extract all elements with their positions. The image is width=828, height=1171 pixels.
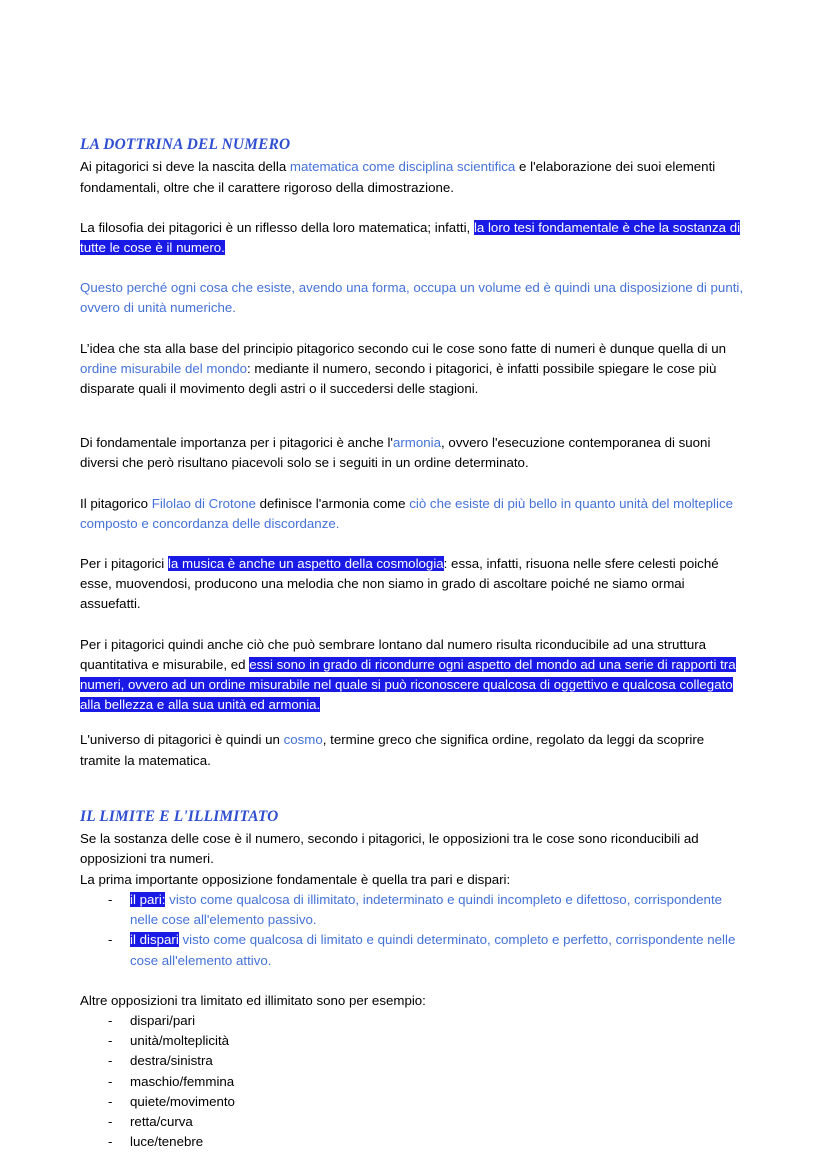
paragraph-10 <box>80 829 745 869</box>
list-item <box>80 930 745 970</box>
spacer <box>80 534 745 554</box>
text-run-selection-highlight: il pari: <box>130 891 166 907</box>
spacer <box>80 474 745 494</box>
spacer <box>80 319 745 339</box>
spacer <box>80 971 745 991</box>
list-dash: - <box>108 1053 113 1069</box>
list-item <box>80 890 745 930</box>
text-run: Per i pitagorici quindi anche ciò che può sembrare lontano dal numero risulta riconducibile ad una struttura quantitativa e misurabile, ed <box>80 636 707 672</box>
list-dash: - <box>108 1134 113 1150</box>
text-run: e l'elaborazione dei suoi elementi fondamentali, oltre che il carattere rigoroso della dimostrazione. <box>80 159 716 195</box>
text-run-blue: visto come qualcosa di limitato e quindi determinato, completo e perfetto, corrispondente nelle cose all'elemento attivo. <box>130 932 736 968</box>
text-run-blue: armonia <box>392 435 442 451</box>
text-run: Di fondamentale importanza per i pitagorici è anche l' <box>80 435 393 451</box>
paragraph-4 <box>80 339 745 400</box>
list-dash: - <box>108 1113 113 1129</box>
paragraph-5 <box>80 433 745 473</box>
spacer <box>80 258 745 278</box>
text-run-highlighted-blue: matematica come disciplina scientifica <box>289 159 516 175</box>
text-run: , ovvero l'esecuzione contemporanea di suoni diversi che però risultano piacevoli solo se i seguiti in un ordine determinato. <box>80 435 711 471</box>
paragraph-7 <box>80 554 745 615</box>
text-run-selection-highlight: la musica è anche un aspetto della cosmologia <box>167 556 444 572</box>
list-item <box>80 1072 745 1092</box>
paragraph-intro-altre-opposizioni: Altre opposizioni tra limitato ed illimitato sono per esempio: <box>80 992 426 1008</box>
text-run-selection-highlight: il dispari <box>130 932 179 948</box>
list-item-label: unità/molteplicità <box>130 1033 230 1049</box>
spacer <box>80 615 745 635</box>
text-run: La filosofia dei pitagorici è un riflesso della loro matematica; infatti, <box>80 219 474 235</box>
list-pari-dispari <box>80 890 745 971</box>
text-run: : essa, infatti, risuona nelle sfere celesti poiché esse, muovendosi, producono una melodia che non siamo in grado di ascoltare poiché ne siamo ormai assuefatti. <box>80 556 719 612</box>
paragraph-6 <box>80 494 745 534</box>
text-run-blue: Filolao di Crotone <box>151 495 256 511</box>
text-run: L’idea che sta alla base del principio pitagorico secondo cui le cose sono fatte di numeri è dunque quella di un <box>80 340 727 356</box>
text-run: Il pitagorico <box>80 495 152 511</box>
list-item <box>80 1132 745 1152</box>
section-heading-il-limite-e-lillimitato: IL LIMITE E L'ILLIMITATO <box>80 807 279 825</box>
list-dash: - <box>108 1012 113 1028</box>
list-item-label: dispari/pari <box>130 1012 196 1028</box>
text-run-selection-highlight: la loro tesi fondamentale è che la sostanza di tutte le cose è il numero. <box>80 219 741 256</box>
list-item-label: retta/curva <box>130 1113 193 1129</box>
paragraph-8 <box>80 635 745 716</box>
text-run: : mediante il numero, secondo i pitagorici, è infatti possibile spiegare le cose più disparate quali il movimento degli astri o il succedersi delle stagioni. <box>80 360 717 397</box>
list-item-label: quiete/movimento <box>130 1093 235 1109</box>
list-item <box>80 1031 745 1051</box>
list-item <box>80 1092 745 1112</box>
document-body <box>80 133 745 1152</box>
paragraph-3 <box>80 278 745 318</box>
paragraph-11 <box>80 870 745 890</box>
paragraph-1 <box>80 157 745 197</box>
list-dash: - <box>108 932 113 948</box>
list-item-label: luce/tenebre <box>130 1134 204 1150</box>
spacer <box>80 198 745 218</box>
text-run: Ai pitagorici si deve la nascita della <box>80 159 290 175</box>
text-run-blue: Questo perché ogni cosa che esiste, avendo una forma, occupa un volume ed è quindi una disposizione di punti, ovvero di unità numeriche. <box>80 280 744 316</box>
spacer <box>80 399 745 433</box>
text-run-blue: cosmo <box>283 732 323 748</box>
list-dash: - <box>108 1093 113 1109</box>
spacer <box>80 715 745 730</box>
list-item <box>80 1011 745 1031</box>
list-item-label: destra/sinistra <box>130 1053 213 1069</box>
text-run: definisce l'armonia come <box>255 495 410 511</box>
list-item <box>80 1112 745 1132</box>
section-heading-dottrina-del-numero: LA DOTTRINA DEL NUMERO <box>80 136 291 153</box>
list-altre-opposizioni <box>80 1011 745 1152</box>
paragraph-9 <box>80 730 745 770</box>
text-run: L'universo di pitagorici è quindi un <box>80 732 284 748</box>
list-item-label: maschio/femmina <box>130 1073 235 1089</box>
spacer <box>80 771 745 805</box>
list-item <box>80 1051 745 1071</box>
text-run-selection-highlight: essi sono in grado di ricondurre ogni aspetto del mondo ad una serie di rapporti tra numeri, ovvero ad un ordine misurabile nel quale si può riconoscere qualcosa di oggettivo e qualcosa collegato alla bellezza e alla sua unità ed armonia. <box>80 656 736 713</box>
text-run: Se la sostanza delle cose è il numero, secondo i pitagorici, le opposizioni tra le cose sono riconducibili ad opposizioni tra numeri. <box>80 831 699 867</box>
text-run-blue: ordine misurabile del mondo <box>80 360 248 376</box>
text-run: , termine greco che significa ordine, regolato da leggi da scoprire tramite la matematica. <box>80 732 705 768</box>
text-run: La prima importante opposizione fondamentale è quella tra pari e dispari: <box>80 871 511 887</box>
text-run: Per i pitagorici <box>80 556 168 572</box>
text-run-blue: ciò che esiste di più bello in quanto unità del molteplice composto e concordanza delle discordanze. <box>80 495 733 531</box>
list-dash: - <box>108 1073 113 1089</box>
text-run-blue: visto come qualcosa di illimitato, indeterminato e quindi incompleto e difettoso, corrispondente nelle cose all'elemento passivo. <box>130 891 723 928</box>
paragraph-2 <box>80 218 745 258</box>
list-dash: - <box>108 891 113 907</box>
list-dash: - <box>108 1033 113 1049</box>
